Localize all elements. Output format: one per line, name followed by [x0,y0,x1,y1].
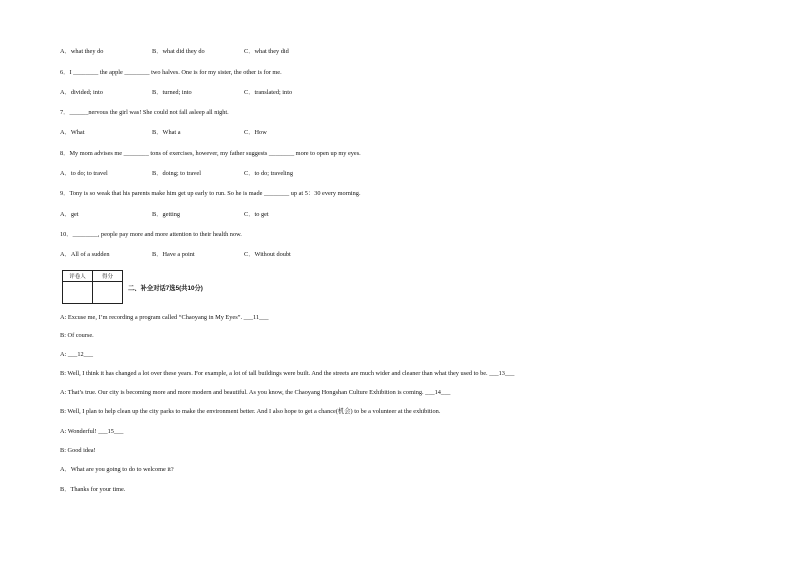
option-a: A．get [60,211,79,218]
option-a: A．All of a sudden [60,251,110,258]
blank-12: ___12___ [67,351,94,358]
option-b: B．turned; into [152,89,192,96]
option-b: B．doing; to travel [152,170,201,177]
option-c: C．translated; into [244,89,293,96]
option-a: A．to do; to travel [60,170,108,177]
option-c: C．to get [244,211,269,218]
question-9: 9．Tony is so weak that his parents make him get up early to run. So he is made ________ up at 5：30 every morning. [60,190,361,197]
dialogue-text: A: Wonderful! [60,428,99,435]
option-a: A．divided; into [60,89,103,96]
dialogue-line-1 [60,314,269,322]
question-8: 8．My mom advises me ________ tons of exercises, however, my father suggests ________ more to open up my eyes. [60,150,361,157]
blank-14: ___14___ [425,389,451,396]
dialogue-text: A: [60,351,68,358]
grader-header: 评卷人 [63,271,93,282]
score-header: 得分 [93,271,123,282]
option-c: C．How [244,129,267,136]
option-c: C．what they did [244,48,289,55]
dialogue-line-5 [60,389,450,397]
blank-13: ___13___ [489,370,515,377]
question-7: 7．______nervous the girl was! She could not fall asleep all night. [60,109,229,116]
question-10: 10．________, people pay more and more attention to their health now. [60,231,242,238]
score-table [62,270,123,304]
option-b: B．what did they do [152,48,205,55]
dialogue-line-2: B: Of course. [60,332,94,339]
blank-15: ___15___ [98,428,124,435]
dialogue-line-7 [60,428,123,436]
option-c: C．to do; traveling [244,170,293,177]
section-title: 二、补全对话7选5(共10分) [128,285,203,292]
option-a: A．what they do [60,48,104,55]
option-b: B．Have a point [152,251,195,258]
choice-a: A．What are you going to do to welcome it? [60,466,174,473]
blank-11: ___11___ [243,314,269,321]
dialogue-line-6: B: Well, I plan to help clean up the city parks to make the environment better. And I also hope to get a chance(机会) to be a volunteer at the exhibition. [60,408,441,415]
dialogue-line-8: B: Good idea! [60,447,96,454]
option-a: A．What [60,129,85,136]
dialogue-text: A: That’s true. Our city is becoming more and more modern and beautiful. As you know, the Chaoyang Hongshan Culture Exhibition is coming. [60,389,426,396]
option-b: B．getting [152,211,180,218]
dialogue-text: A: Excuse me, I’m recording a program called “Chaoyang in My Eyes”. [60,314,244,321]
dialogue-text: B: Well, I think it has changed a lot over these years. For example, a lot of tall buildings were built. And the streets are much wider and cleaner than what they used to be. [60,370,490,377]
grader-cell [63,282,93,304]
dialogue-line-3 [60,351,93,359]
question-6: 6．I ________ the apple ________ two halves. One is for my sister, the other is for me. [60,69,282,76]
choice-b: B．Thanks for your time. [60,486,126,493]
option-b: B．What a [152,129,181,136]
option-c: C．Without doubt [244,251,291,258]
score-cell [93,282,123,304]
dialogue-line-4 [60,370,514,378]
